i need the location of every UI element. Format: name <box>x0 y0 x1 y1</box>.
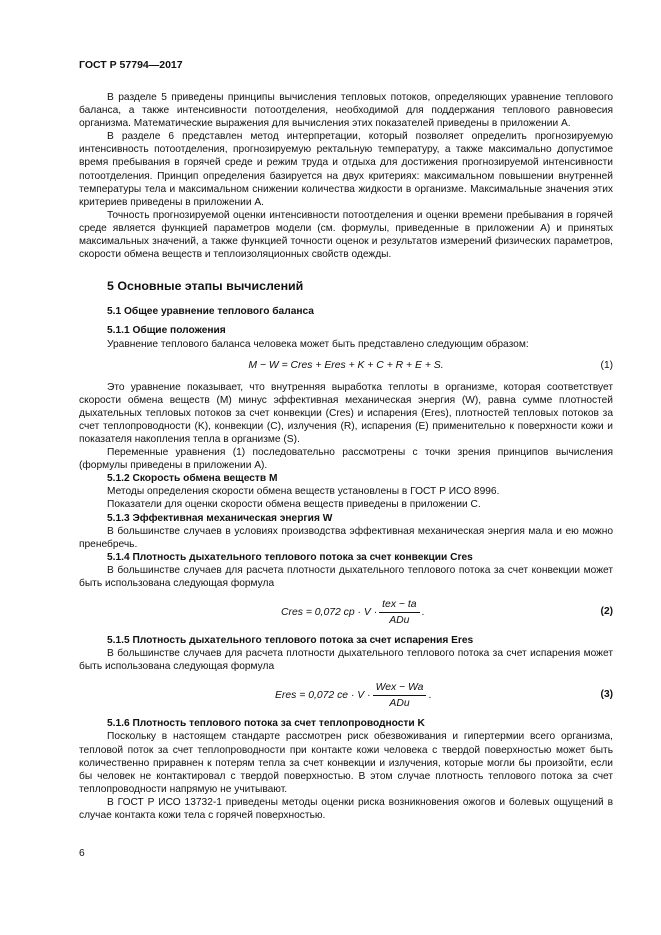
equation-2-left: Cres = 0,072 cp · V · <box>281 606 378 618</box>
section-5-1-4-text: В большинстве случаев для расчета плотности дыхательного теплового потока за счет конвекции может быть использована следующая формула <box>79 564 613 589</box>
page-number: 6 <box>79 848 85 859</box>
section-5-1-2-text-2: Показатели для оценки скорости обмена веществ приведены в приложении С. <box>107 499 481 511</box>
section-5-1-5-text: В большинстве случаев для расчета плотности дыхательного теплового потока за счет испарения может быть использована следующая формула <box>79 648 613 673</box>
equation-1-explanation: Это уравнение показывает, что внутренняя выработка теплоты в организме, которая соответствует скорости обмена веществ (M) минус эффективная механическая энергия (W), равна сумме плотностей дыхательных тепловых потоков за счет конвекции (Cres) и испарения (Eres), плотностей тепловых потоков за счет теплопроводности (K), конвекции (C), излучения (R), испарения (E) применительно к поверхности кожи и показателя накопления тепла в организме (S). <box>79 381 613 445</box>
equation-3-numerator: Wex − Wa <box>373 681 427 696</box>
document-header: ГОСТ Р 57794—2017 <box>79 59 183 71</box>
section-5-1-1-text: Уравнение теплового баланса человека может быть представлено следующим образом: <box>107 338 529 350</box>
equation-3-fraction <box>373 681 427 710</box>
equation-3-denominator: ADu <box>389 697 410 709</box>
equation-2-expression: Cres = 0,072 cp · V · $\frac{\text{tex − ta}}{\text{ADu}}$ . <box>281 598 425 626</box>
section-5-1-4-title: 5.1.4 Плотность дыхательного теплового потока за счет конвекции Cres <box>107 551 473 563</box>
equation-2-denominator: ADu <box>389 614 410 626</box>
equation-1-variables: Переменные уравнения (1) последовательно рассмотрены с точки зрения принципов вычисления (формулы приведены в приложении А). <box>79 447 613 472</box>
section-5-1-3-text: В большинстве случаев в условиях производства эффективная механическая энергия мала и ею можно пренебречь. <box>79 525 613 550</box>
section-5-1-6-text-2: В ГОСТ Р ИСО 13732-1 приведены методы оценки риска возникновения ожогов и болевых ощущений в случае контакта кожи тела с горячей поверхностью. <box>79 796 613 822</box>
section-5-1-1-title: 5.1.1 Общие положения <box>107 325 226 337</box>
intro-paragraph-2: В разделе 6 представлен метод интерпретации, который позволяет определить прогнозируемую интенсивность потоотделения, прогнозируемую ректальную температуру, а также максимально допустимое время пребывания в горячей среде и режим труда и отдыха для достижения прогнозируемой интенсивности потоотделения. Принцип определения базируется на двух критериях: максимальном повышении внутренней температуры тела и максимальном снижении количества жидкости в организме. Максимальные значения этих критериев приведены в приложении А. <box>79 131 613 208</box>
equation-2-fraction <box>379 598 419 627</box>
equation-3-left: Eres = 0,072 ce · V · <box>275 689 371 701</box>
equation-3 <box>79 675 613 715</box>
document-body <box>79 91 613 822</box>
section-5-title: 5 Основные этапы вычислений <box>107 279 304 294</box>
equation-2 <box>79 592 613 632</box>
intro-paragraph-3: Точность прогнозируемой оценки интенсивности потоотделения и оценки времени пребывания в горячей среде является функцией параметров модели (см. формулы, приведенные в приложении А) и принятых максимальных значений, а также функцией точности оценок и результатов измерений физических параметров, скорости обмена веществ и теплоизоляционных свойств одежды. <box>79 209 613 261</box>
equation-1-expression: M − W = Cres + Eres + K + C + R + E + S. <box>248 359 444 371</box>
section-5-1-5-title: 5.1.5 Плотность дыхательного теплового потока за счет испарения Eres <box>107 635 474 647</box>
intro-paragraph-1: В разделе 5 приведены принципы вычисления тепловых потоков, определяющих уравнение теплового баланса, а также интенсивности потоотделения, необходимой для поддержания теплового равновесия организма. Математические выражения для вычисления этих показателей приведены в приложении А. <box>79 92 613 130</box>
section-5-1-2-text-1: Методы определения скорости обмена веществ установлены в ГОСТ Р ИСО 8996. <box>107 486 500 498</box>
equation-3-expression: Eres = 0,072 ce · V · $\frac{\text{Wex − Wa}}{\text{ADu}}$ . <box>275 681 432 709</box>
equation-1 <box>79 355 613 377</box>
section-5-1-title: 5.1 Общее уравнение теплового баланса <box>107 306 314 318</box>
equation-3-number: (3) <box>600 689 613 701</box>
section-5-1-2-title: 5.1.2 Скорость обмена веществ M <box>107 473 278 485</box>
equation-2-number: (2) <box>600 606 613 618</box>
section-5-1-6-title: 5.1.6 Плотность теплового потока за счет теплопроводности K <box>107 718 425 730</box>
equation-1-number: (1) <box>600 359 613 371</box>
section-5-1-3-title: 5.1.3 Эффективная механическая энергия W <box>107 512 333 524</box>
equation-2-numerator: tex − ta <box>379 598 419 613</box>
section-5-1-6-text-1: Поскольку в настоящем стандарте рассмотрен риск обезвоживания и гипертермии всего организма, тепловой поток за счет теплопроводности при контакте кожи человека с твердой поверхностью может быть количественно приравнен к потерям тепла за счет конвекции и излучения, которые могли бы произойти, если бы человек не контактировал с твердой поверхностью. В этом случае плотность теплового потока за счет теплопроводности напрямую не учитывают. <box>79 731 613 795</box>
